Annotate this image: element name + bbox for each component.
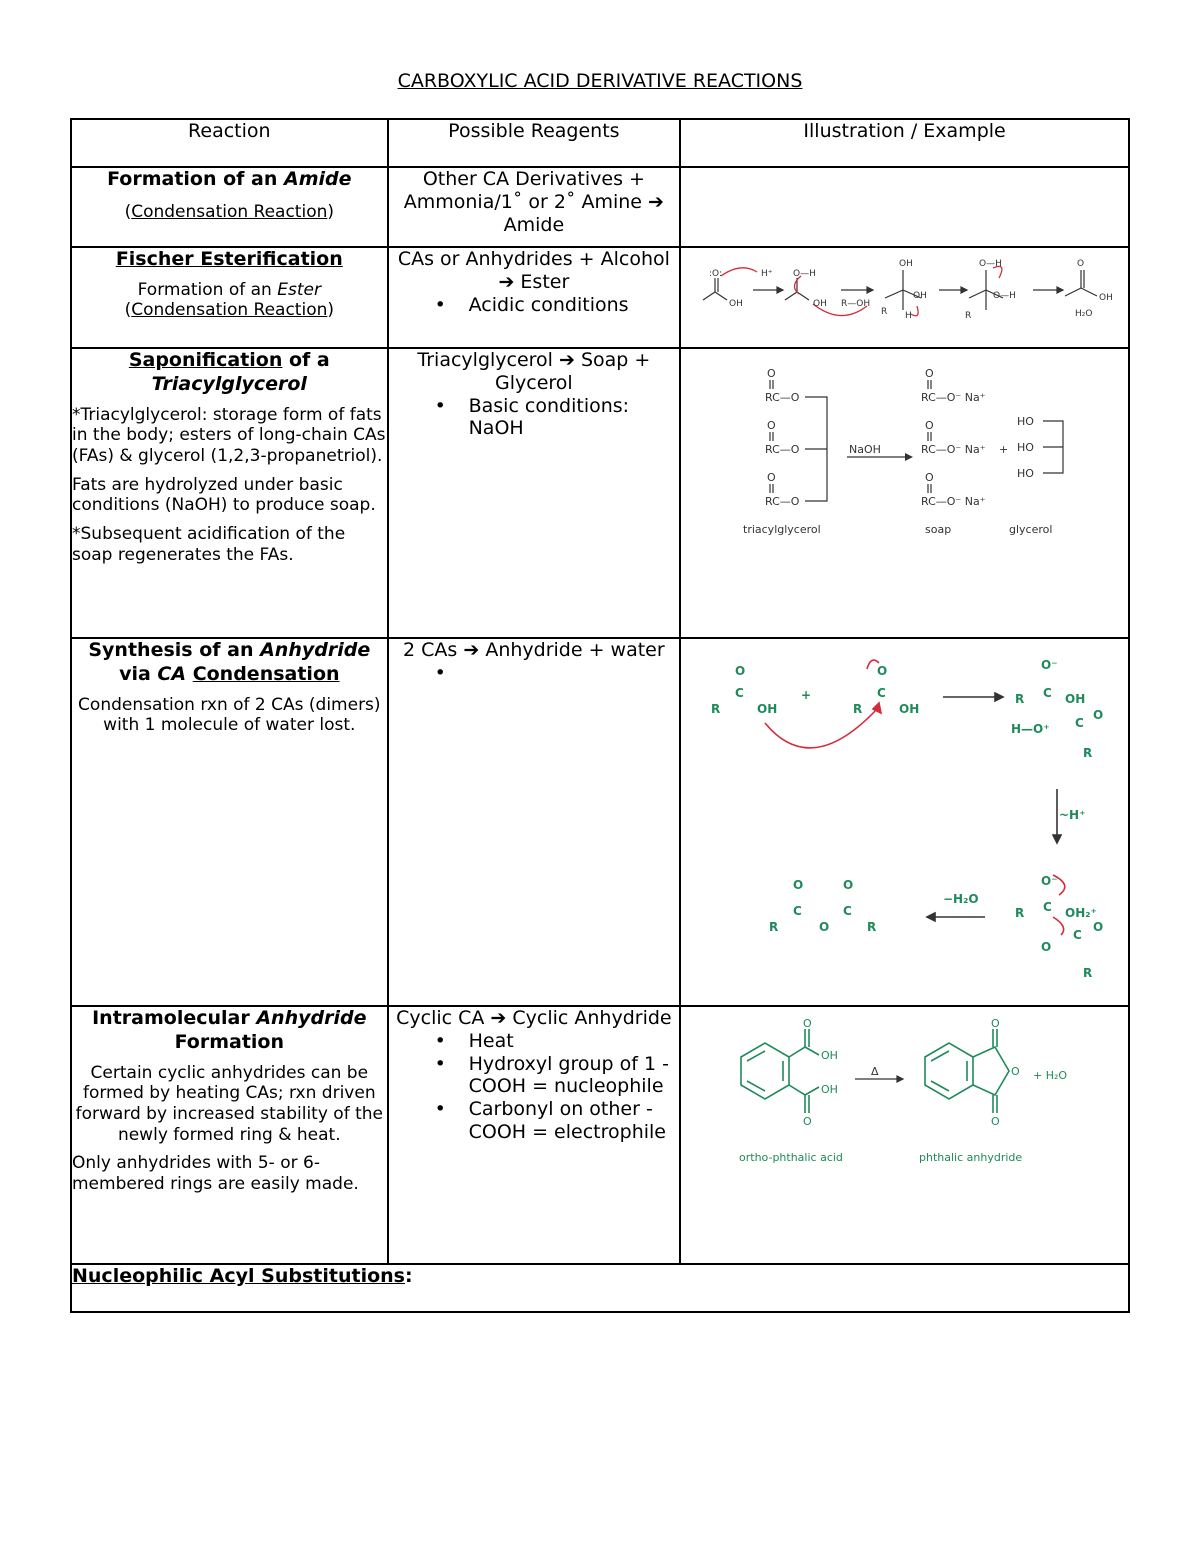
svg-text:RC—O: RC—O	[765, 443, 800, 456]
plus-water-label: + H₂O	[1033, 1069, 1068, 1082]
label-glycerol: glycerol	[1009, 523, 1053, 536]
illustration-cell	[680, 1006, 1129, 1264]
svg-text:O: O	[877, 664, 888, 678]
svg-text:O⁻: O⁻	[1041, 874, 1058, 888]
label-soap: soap	[925, 523, 952, 536]
reaction-title: Saponification of a	[128, 349, 330, 371]
svg-text:O: O	[793, 878, 804, 892]
svg-text:O: O	[803, 1017, 812, 1030]
svg-text:O: O	[1011, 1065, 1020, 1078]
header-illustration: Illustration / Example	[680, 119, 1129, 167]
nucleophilic-acyl-heading: Nucleophilic Acyl Substitutions:	[71, 1264, 1129, 1312]
table-row	[71, 247, 1129, 348]
label-triacylglycerol: triacylglycerol	[743, 523, 821, 536]
bullet-item: • Basic conditions: NaOH	[435, 395, 680, 441]
reaction-note: Fats are hydrolyzed under basic conditions (NaOH) to produce soap.	[72, 474, 376, 516]
reactions-table	[70, 118, 1130, 1313]
reagents-cell	[388, 348, 681, 638]
svg-text:HO: HO	[1017, 467, 1035, 480]
h-plus-label: H⁺	[761, 269, 773, 279]
reagents-text: Triacylglycerol ➔ Soap + Glycerol	[417, 349, 651, 394]
reagents-text: Other CA Derivatives + Ammonia/1˚ or 2˚ Amine ➔ Amide	[403, 168, 664, 236]
header-reaction: Reaction	[71, 119, 388, 167]
svg-text:Δ: Δ	[871, 1065, 879, 1078]
svg-text:C: C	[793, 904, 802, 918]
fischer-mechanism-diagram	[681, 248, 1127, 345]
table-footer-row	[71, 1264, 1129, 1312]
reaction-note: *Subsequent acidification of the soap regenerates the FAs.	[72, 524, 346, 565]
reagents-cell	[388, 167, 681, 247]
svg-text:H—O⁺: H—O⁺	[1011, 722, 1050, 736]
naoh-label: NaOH	[849, 443, 882, 456]
svg-text:R: R	[1083, 966, 1093, 980]
label-ortho-phthalic-acid: ortho-phthalic acid	[739, 1151, 844, 1164]
saponification-diagram	[681, 349, 1127, 549]
svg-text:C: C	[843, 904, 852, 918]
svg-text:OH: OH	[757, 702, 778, 716]
svg-text:O: O	[1093, 920, 1104, 934]
svg-text:C: C	[877, 686, 886, 700]
svg-text:R: R	[1083, 746, 1093, 760]
reaction-cell	[71, 348, 388, 638]
reaction-cell	[71, 638, 388, 1006]
svg-text:C: C	[1043, 686, 1052, 700]
svg-text:H₂O: H₂O	[1075, 309, 1093, 319]
svg-text:R: R	[1015, 906, 1025, 920]
svg-text:+: +	[801, 688, 812, 702]
reagents-cell	[388, 638, 681, 1006]
svg-text:OH: OH	[913, 291, 927, 301]
illustration-cell	[680, 638, 1129, 1006]
reaction-title: Synthesis of an Anhydride	[88, 639, 371, 661]
table-header-row	[71, 119, 1129, 167]
svg-text:O—H: O—H	[993, 291, 1016, 301]
svg-text:OH: OH	[899, 702, 920, 716]
svg-text:OH₂⁺: OH₂⁺	[1065, 906, 1097, 920]
svg-text:OH: OH	[821, 1083, 839, 1096]
svg-text:OH: OH	[899, 259, 913, 269]
svg-text:O: O	[925, 419, 934, 432]
svg-text:R: R	[711, 702, 721, 716]
svg-text:O: O	[1077, 259, 1085, 269]
svg-text:RC—O⁻ Na⁺: RC—O⁻ Na⁺	[921, 495, 986, 508]
svg-text:+: +	[999, 443, 1009, 456]
reaction-subtitle: Formation of an Ester	[137, 279, 321, 300]
phthalic-anhydride-diagram	[681, 1007, 1127, 1177]
svg-text:OH: OH	[813, 299, 827, 309]
reaction-title-2: Triacylglycerol	[151, 372, 307, 395]
svg-text:HO: HO	[1017, 415, 1035, 428]
reaction-cell	[71, 1006, 388, 1264]
table-row	[71, 1006, 1129, 1264]
svg-text:O: O	[925, 367, 934, 380]
reaction-type: (Condensation Reaction)	[124, 300, 335, 321]
svg-text:O—H: O—H	[793, 269, 816, 279]
svg-text:O—H: O—H	[979, 259, 1002, 269]
reaction-cell	[71, 247, 388, 348]
svg-text:O: O	[767, 471, 776, 484]
svg-text:RC—O⁻ Na⁺: RC—O⁻ Na⁺	[921, 443, 986, 456]
document-title: CARBOXYLIC ACID DERIVATIVE REACTIONS	[397, 70, 803, 92]
svg-text:OH: OH	[729, 299, 743, 309]
anhydride-mechanism-diagram	[681, 639, 1127, 1003]
table-row	[71, 638, 1129, 1006]
svg-text:C: C	[1075, 716, 1084, 730]
reagents-bullets	[389, 1030, 680, 1144]
minus-h2o-label: −H₂O	[943, 892, 979, 906]
illustration-cell	[680, 348, 1129, 638]
reaction-note: Only anhydrides with 5- or 6-membered rings are easily made.	[72, 1153, 359, 1195]
svg-text:C: C	[1043, 900, 1052, 914]
reagents-text: 2 CAs ➔ Anhydride + water	[403, 639, 665, 661]
svg-text:O: O	[991, 1115, 1000, 1128]
reaction-note: Certain cyclic anhydrides can be formed by heating CAs; rxn driven forward by increased stability of the newly formed ring & heat.	[75, 1062, 383, 1145]
illustration-cell	[680, 167, 1129, 247]
reagents-text: CAs or Anhydrides + Alcohol ➔ Ester	[397, 248, 670, 293]
bullet-item: • Acidic conditions	[435, 294, 680, 317]
reagents-cell	[388, 247, 681, 348]
svg-text:R: R	[1015, 692, 1025, 706]
svg-text:HO: HO	[1017, 441, 1035, 454]
reaction-cell	[71, 167, 388, 247]
label-phthalic-anhydride: phthalic anhydride	[919, 1151, 1023, 1164]
table-row	[71, 167, 1129, 247]
svg-text:O: O	[767, 367, 776, 380]
svg-text:OH: OH	[821, 1049, 839, 1062]
svg-text:C: C	[735, 686, 744, 700]
minus-h-label: ~H⁺	[1059, 808, 1086, 822]
svg-text:O: O	[1093, 708, 1104, 722]
reagents-bullets	[389, 294, 680, 317]
bullet-item: • Carbonyl on other -COOH = electrophile	[435, 1098, 680, 1144]
svg-text:R—OH: R—OH	[841, 299, 871, 309]
svg-text:O: O	[803, 1115, 812, 1128]
svg-text:R: R	[965, 311, 972, 321]
svg-text:RC—O: RC—O	[765, 495, 800, 508]
svg-text:O: O	[767, 419, 776, 432]
svg-text:RC—O: RC—O	[765, 391, 800, 404]
bullet-item: • Heat	[435, 1030, 680, 1053]
svg-text:O: O	[819, 920, 830, 934]
reagents-text: Cyclic CA ➔ Cyclic Anhydride	[396, 1007, 672, 1029]
svg-text:O: O	[843, 878, 854, 892]
reaction-subtitle: (Condensation Reaction)	[124, 201, 335, 222]
reagents-cell	[388, 1006, 681, 1264]
svg-text:R: R	[881, 307, 888, 317]
svg-text:O: O	[991, 1017, 1000, 1030]
svg-text:O⁻: O⁻	[1041, 658, 1058, 672]
reagents-bullets	[389, 395, 680, 441]
reaction-title-2: via CA Condensation	[119, 662, 340, 685]
svg-text:R: R	[769, 920, 779, 934]
illustration-cell	[680, 247, 1129, 348]
reaction-note: *Triacylglycerol: storage form of fats in the body; esters of long-chain CAs (FAs) & glycerol (1,2,3-propanetriol).	[72, 404, 386, 466]
header-reagents: Possible Reagents	[388, 119, 681, 167]
svg-text::O:: :O:	[709, 269, 723, 279]
reaction-title-2: Formation	[174, 1030, 285, 1053]
reaction-note: Condensation rxn of 2 CAs (dimers) with 1 molecule of water lost.	[78, 694, 381, 736]
bullet-item: • Hydroxyl group of 1 -COOH = nucleophile	[435, 1053, 680, 1099]
svg-text:C: C	[1073, 928, 1082, 942]
svg-text:O: O	[925, 471, 934, 484]
svg-text:H: H	[905, 311, 912, 321]
svg-text:R: R	[853, 702, 863, 716]
svg-text:O: O	[1041, 940, 1052, 954]
reaction-title: Formation of an Amide	[107, 168, 352, 190]
reaction-title: Fischer Esterification	[115, 248, 343, 270]
svg-text:R: R	[867, 920, 877, 934]
svg-text:O: O	[735, 664, 746, 678]
svg-text:OH: OH	[1099, 293, 1113, 303]
svg-text:OH: OH	[1065, 692, 1086, 706]
table-row	[71, 348, 1129, 638]
reaction-title: Intramolecular Anhydride	[92, 1007, 367, 1029]
svg-text:RC—O⁻ Na⁺: RC—O⁻ Na⁺	[921, 391, 986, 404]
